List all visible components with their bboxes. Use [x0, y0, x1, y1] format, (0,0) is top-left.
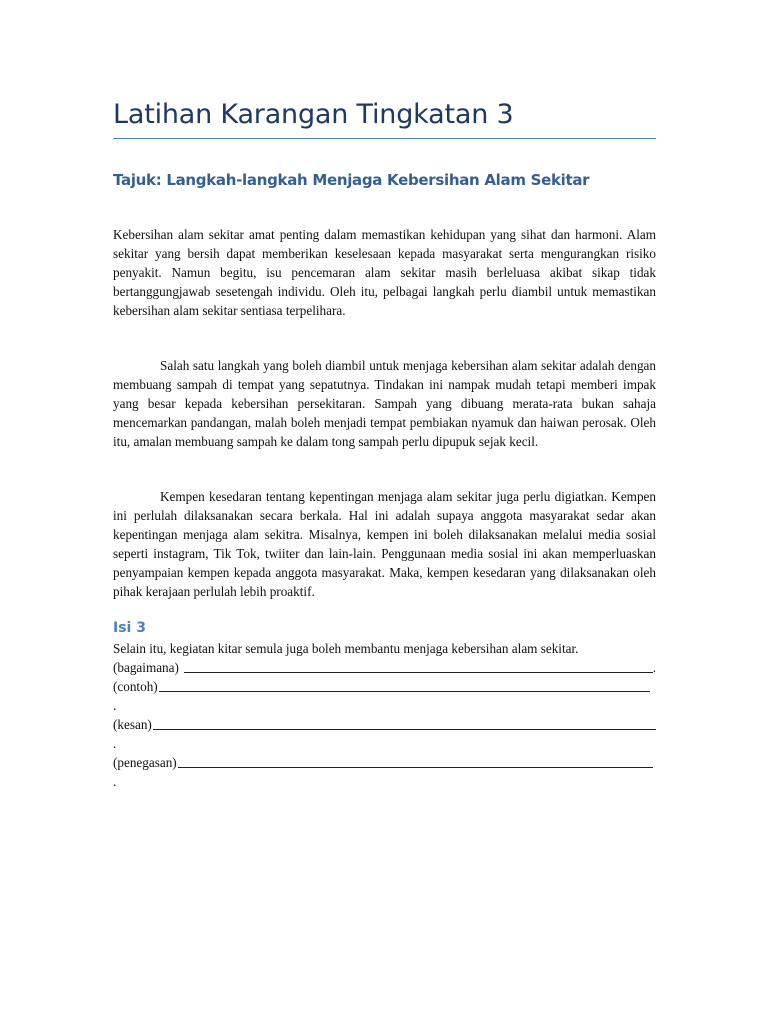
fill-line-penegasan[interactable] — [113, 753, 656, 772]
line-end-mark: . — [652, 660, 656, 675]
paragraph-point-2: Kempen kesedaran tentang kepentingan menjaga alam sekitar juga perlu digiatkan. Kempen ini perlulah dilaksanakan secara berkala. Hal ini adalah supaya anggota masyarakat sedar akan kepentingan menjaga alam sekitra. Misalnya, kempen ini boleh dilaksanakan melalui media sosial seperti instagram, Tik Tok, twiiter dan lain-lain. Penggunaan media sosial ini akan memperluaskan penyampaian kempen kepada anggota masyarakat. Maka, kempen kesedaran yang dilaksanakan oleh pihak kerajaan perlulah lebih proaktif. — [113, 489, 656, 599]
fill-line-contoh[interactable] — [113, 677, 656, 696]
line-end-mark: . — [113, 774, 117, 789]
prompt-penegasan: (penegasan) — [113, 755, 177, 770]
prompt-bagaimana: (bagaimana) — [113, 660, 179, 675]
title-underline — [113, 138, 656, 139]
blank-fill-penegasan[interactable] — [178, 767, 653, 768]
line-end-mark: . — [113, 736, 117, 751]
blank-fill-bagaimana[interactable] — [184, 672, 653, 673]
line-end-mark: . — [113, 698, 117, 713]
essay-subtitle: Tajuk: Langkah-langkah Menjaga Kebersihan Alam Sekitar — [113, 171, 590, 189]
paragraph-introduction: Kebersihan alam sekitar amat penting dalam memastikan kehidupan yang sihat dan harmoni. Alam sekitar yang bersih dapat memberikan keselesaan kepada masyarakat serta mengurangkan risiko penyakit. Namun begitu, isu pencemaran alam sekitar masih berleluasa akibat sikap tidak bertanggungjawab sesetengah individu. Oleh itu, pelbagai langkah perlu diambil untuk memastikan kebersihan alam sekitar sentiasa terpelihara. — [113, 227, 656, 318]
blank-fill-kesan[interactable] — [153, 729, 656, 730]
paragraph-point-1: Salah satu langkah yang boleh diambil untuk menjaga kebersihan alam sekitar adalah dengan membuang sampah di tempat yang sepatutnya. Tindakan ini nampak mudah tetapi memberi impak yang besar kepada kebersihan persekitaran. Sampah yang dibuang merata-rata bukan sahaja mencemarkan pandangan, malah boleh menjadi tempat pembiakan nyamuk dan haiwan perosak. Oleh itu, amalan membuang sampah ke dalam tong sampah perlu dipupuk sejak kecil. — [113, 358, 656, 449]
document-content — [113, 96, 656, 791]
fill-line-kesan[interactable] — [113, 715, 656, 734]
prompt-kesan: (kesan) — [113, 717, 152, 732]
fill-line-bagaimana[interactable] — [113, 658, 656, 677]
section-heading-isi-3: Isi 3 — [113, 620, 146, 636]
exercise-intro: Selain itu, kegiatan kitar semula juga boleh membantu menjaga kebersihan alam sekitar. — [113, 641, 579, 656]
prompt-contoh: (contoh) — [113, 679, 158, 694]
document-title: Latihan Karangan Tingkatan 3 — [113, 99, 514, 130]
blank-fill-contoh[interactable] — [159, 691, 650, 692]
